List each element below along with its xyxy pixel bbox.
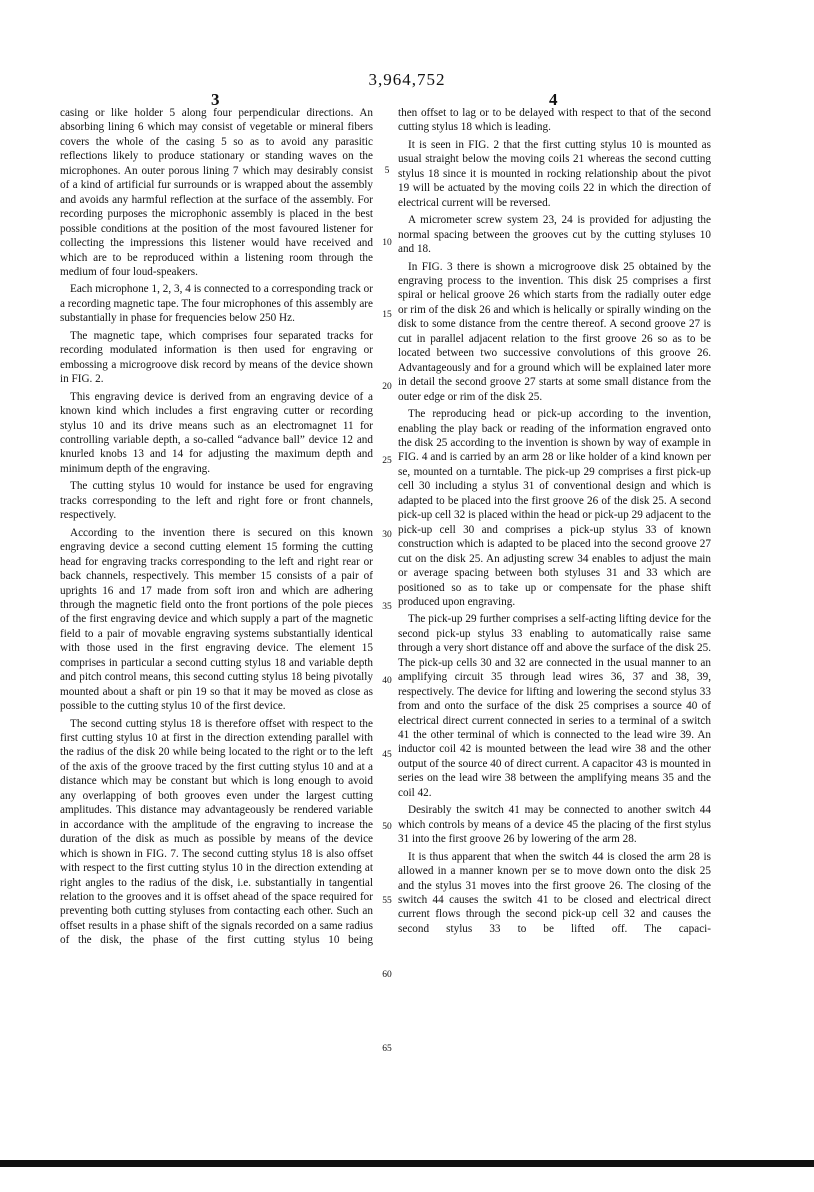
line-number: 5 bbox=[384, 166, 390, 176]
paragraph: The cutting stylus 10 would for instance be used for engraving tracks corresponding to the left and right fore or front channels, respectively. bbox=[60, 480, 373, 522]
paragraph: The reproducing head or pick-up according to the invention, enabling the play back or reading of the information engraved onto the disk 25 according to the invention is shown by way of example in FIG. 4 and is carried by an arm 28 or like holder of a kind known per se, mounted on a turntable. The pick-up 29 comprises a first pick-up cell 30 including a stylus 31 of conventional design and which is adapted to be placed into the first groove 26 of the disk 25. A second pick-up cell 32 is placed within the head or pick-up 29 adjacent to the pick-up cell 30 and comprises a pick-up stylus 33 of known construction which is adapted to be placed into the second groove 27 cut on the disk 25. An adjusting screw 34 enables to adjust the main or average spacing between both styluses 31 and 33 which are positioned so as to take up or compensate for the phase shift produced upon engraving. bbox=[398, 408, 711, 608]
line-number: 25 bbox=[382, 456, 392, 466]
bottom-rule bbox=[0, 1160, 814, 1167]
line-number: 55 bbox=[382, 896, 392, 906]
line-number: 65 bbox=[382, 1044, 392, 1054]
line-number: 10 bbox=[382, 238, 392, 248]
line-number: 30 bbox=[382, 530, 392, 540]
paragraph: The second cutting stylus 18 is therefore offset with respect to the first cutting stylus 10 at first in the direction extending parallel with the radius of the disk 20 while being located to the right or to the left of the axis of the groove traced by the first cutting stylus 10 and at a distance which may be constant but which is long enough to avoid any overlapping of both grooves even under the largest cutting amplitudes. This distance may advantageously be rendered variable in accordance with the amplitude of the engraving to increase the duration of the disk as much as possible by means of the device which is shown in FIG. 7. The second cutting stylus 18 is also offset with respect to the first cutting stylus 10 in the direction extending at right angles to the radius of the disk, i.e. substantially in tangential relation to the grooves and it is offset ahead of the space required for preventing both cutting styluses from contacting each other. Such an offset results in a phase shift of the signals recorded on a same radius of the disk, the phase of the first cutting stylus 10 being bbox=[60, 717, 373, 947]
line-number: 35 bbox=[382, 602, 392, 612]
column-number-right: 4 bbox=[549, 90, 558, 109]
line-number: 20 bbox=[382, 382, 392, 392]
paragraph: The magnetic tape, which comprises four separated tracks for recording modulated information is then used for engraving or embossing a microgroove disk record by means of the device shown in FIG. 2. bbox=[60, 329, 373, 386]
paragraph: Desirably the switch 41 may be connected to another switch 44 which controls by means of a device 45 the placing of the first stylus 31 into the first groove 26 by lowering of the arm 28. bbox=[398, 804, 711, 846]
patent-number: 3,964,752 bbox=[368, 70, 446, 89]
right-column bbox=[398, 106, 711, 939]
column-number-left: 3 bbox=[211, 90, 220, 109]
paragraph: This engraving device is derived from an engraving device of a known kind which includes a first engraving cutter or recording stylus 10 and its drive means such as an electromagnet 11 for controlling variable depth, a so-called “advance ball” device 12 and knurled knobs 13 and 14 for adjusting the maximum depth and minimum depth of the engraving. bbox=[60, 390, 373, 475]
line-number: 60 bbox=[382, 970, 392, 980]
paragraph: It is thus apparent that when the switch 44 is closed the arm 28 is allowed in a manner known per se to move down onto the disk 25 and the stylus 31 moves into the first groove 26. The closing of the switch 44 causes the switch 41 to be closed and electrical direct current flows through the second pick-up cell 32 and causes the second stylus 33 to be lifted off. The capaci- bbox=[398, 850, 711, 935]
paragraph: A micrometer screw system 23, 24 is provided for adjusting the normal spacing between the grooves cut by the cutting styluses 10 and 18. bbox=[398, 214, 711, 256]
line-number: 40 bbox=[382, 676, 392, 686]
paragraph: Each microphone 1, 2, 3, 4 is connected to a corresponding track or a recording magnetic tape. The four microphones of this assembly are substantially in phase for frequencies below 250 Hz. bbox=[60, 283, 373, 325]
line-number: 15 bbox=[382, 310, 392, 320]
paragraph: According to the invention there is secured on this known engraving device a second cutting element 15 forming the cutting head for engraving tracks corresponding to the left and right rear or back channels, respectively. This member 15 consists of a pair of uprights 16 and 17 made from soft iron and which are adhering through the magnetic field onto the front portions of the pole pieces of the first engraving device and which supply a part of the magnetic field to a pair of movable engraving systems substantially identical with those used in the first engraving device. The element 15 comprises in particular a second cutting stylus 18 and variable depth and pitch control means, this second cutting stylus 18 being pivotally mounted about a shaft or pin 19 so that it may be moved as close as possible to the cutting stylus 10 of the first device. bbox=[60, 526, 373, 713]
paragraph: In FIG. 3 there is shown a microgroove disk 25 obtained by the engraving process to the invention. This disk 25 comprises a first spiral or helical groove 26 which starts from the radially outer edge or rim of the disk 26 and which is helically or spirally winding on the disk to some distance from the centre thereof. A second groove 27 is cut in parallel adjacent relation to the first groove 26 so as to be located between two successive convolutions of this groove 26. Advantageously and for a ground which will be explained later more in detail the second groove 27 starts at some small distance from the outer edge or rim of the disk 25. bbox=[398, 260, 711, 403]
paragraph: The pick-up 29 further comprises a self-acting lifting device for the second pick-up stylus 33 enabling to automatically raise same through a very short distance off and above the surface of the disk 25. The pick-up cells 30 and 32 are connected in the usual manner to an amplifying circuit 35 through lead wires 36, 37 and 38, 39, respectively. The device for lifting and lowering the second stylus 33 from and onto the surface of the disk 25 comprises a source 40 of electrical direct current connected in series to a terminal of a switch 41 the other terminal of which is connected to the lead wire 39. An inductor coil 42 is mounted between the lead wire 38 and the other output of the source 40 of direct current. A capacitor 43 is mounted in series on the lead wire 38 between the amplifying means 35 and the coil 42. bbox=[398, 613, 711, 799]
left-column bbox=[60, 106, 373, 951]
paragraph: It is seen in FIG. 2 that the first cutting stylus 10 is mounted as usual straight below the moving coils 21 whereas the second cutting stylus 18 since it is mounted in rocking relationship about the pivot 19 will be actuated by the moving coils 22 in which the direction of electrical current will be reversed. bbox=[398, 138, 711, 209]
paragraph: casing or like holder 5 along four perpendicular directions. An absorbing lining 6 which may consist of vegetable or mineral fibers covers the whole of the casing 5 so as to avoid any parasitic reflections likely to produce stationary or standing waves on the microphones. An outer porous lining 7 which may desirably consist of a kind of artificial fur surrounds or is wrapped about the assembly and avoids any harmful reflection at the surface of the assembly. For recording purposes the microphonic assembly is placed in the best possible conditions at the position of the most favoured listener for collecting the impressions this listener would have received and which are to be reproduced within a listening room through the medium of four loud-speakers. bbox=[60, 107, 373, 278]
line-number: 45 bbox=[382, 750, 392, 760]
paragraph: then offset to lag or to be delayed with respect to that of the second cutting stylus 18 which is leading. bbox=[398, 107, 711, 134]
line-number: 50 bbox=[382, 822, 392, 832]
